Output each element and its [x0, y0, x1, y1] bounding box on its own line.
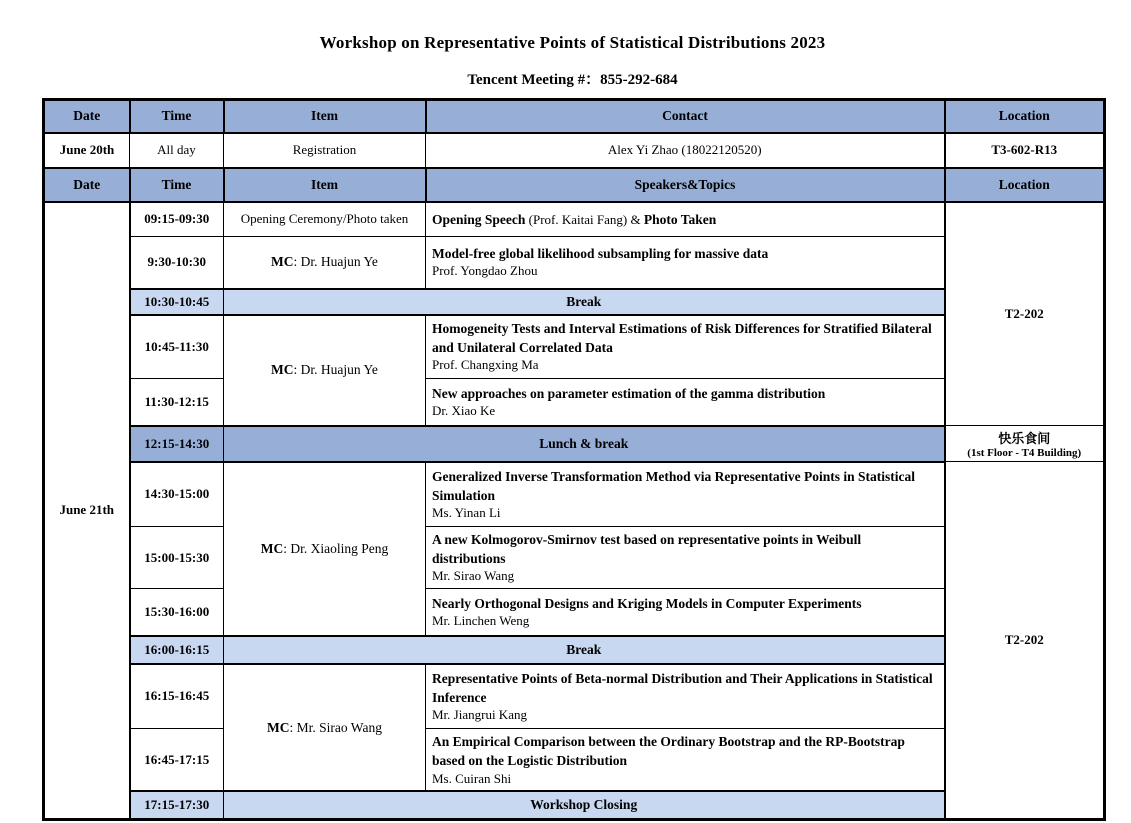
- afternoon-location: T2-202: [945, 462, 1105, 820]
- time-cell: 15:00-15:30: [130, 527, 224, 589]
- time-cell: 14:30-15:00: [130, 462, 224, 527]
- mc-cell: [224, 315, 426, 426]
- topic-cell: [426, 202, 945, 237]
- topic-title: Homogeneity Tests and Interval Estimations of Risk Differences for Stratified Bilateral and Unilateral Correlated Data: [432, 321, 932, 356]
- schedule-table: [42, 98, 1106, 821]
- time-cell: 10:45-11:30: [130, 315, 224, 379]
- time-cell: 16:00-16:15: [130, 636, 224, 664]
- topic-title: Nearly Orthogonal Designs and Kriging Models in Computer Experiments: [432, 595, 862, 611]
- header-time: Time: [130, 168, 224, 202]
- header-date: Date: [44, 100, 130, 133]
- registration-item: Registration: [224, 133, 426, 168]
- header-speakers-topics: Speakers&Topics: [426, 168, 945, 202]
- header-item: Item: [224, 168, 426, 202]
- page-title: Workshop on Representative Points of Statistical Distributions 2023: [319, 33, 826, 52]
- morning-location: T2-202: [945, 202, 1105, 426]
- break-cell: Break: [224, 289, 945, 315]
- topic-title: New approaches on parameter estimation of the gamma distribution: [432, 385, 826, 401]
- speaker-name: Ms. Yinan Li: [432, 504, 501, 520]
- topic-regular-text: (Prof. Kaitai Fang) &: [525, 211, 644, 227]
- time-cell: 17:15-17:30: [130, 791, 224, 819]
- time-cell: 16:45-17:15: [130, 729, 224, 792]
- lunch-location-floor: (1st Floor - T4 Building): [967, 447, 1082, 459]
- topic-cell: [426, 379, 945, 426]
- speaker-name: Mr. Sirao Wang: [432, 568, 515, 584]
- mc-name: : Mr. Sirao Wang: [289, 719, 382, 735]
- lunch-row: [44, 426, 1105, 462]
- topic-cell: [426, 527, 945, 589]
- speaker-name: Dr. Xiao Ke: [432, 402, 496, 418]
- break-cell: Break: [224, 636, 945, 664]
- speaker-name: Mr. Jiangrui Kang: [432, 707, 527, 723]
- mc-name: : Dr. Huajun Ye: [293, 362, 378, 377]
- topic-title: Opening Speech: [432, 211, 526, 227]
- topic-cell: [426, 664, 945, 729]
- time-cell: 12:15-14:30: [130, 426, 224, 462]
- item-cell: Opening Ceremony/Photo taken: [224, 202, 426, 237]
- closing-cell: Workshop Closing: [224, 791, 945, 819]
- mc-label: MC: [271, 362, 294, 377]
- speaker-name: Ms. Cuiran Shi: [432, 770, 512, 786]
- time-cell: 10:30-10:45: [130, 289, 224, 315]
- topic-title: A new Kolmogorov-Smirnov test based on representative points in Weibull distributions: [432, 532, 862, 567]
- topic-cell: [426, 462, 945, 527]
- topic-title: Generalized Inverse Transformation Method via Representative Points in Statistical Simulation: [432, 468, 915, 503]
- session-row-opening: [44, 202, 1105, 237]
- speaker-name: Prof. Yongdao Zhou: [432, 263, 538, 279]
- registration-row: [44, 133, 1105, 168]
- mc-name: : Dr. Huajun Ye: [293, 254, 378, 270]
- topic-cell: [426, 729, 945, 792]
- topic-title: Representative Points of Beta-normal Distribution and Their Applications in Statistical Inference: [432, 670, 933, 705]
- time-cell: 15:30-16:00: [130, 589, 224, 636]
- topic-title: Photo Taken: [643, 211, 717, 227]
- lunch-location: [945, 426, 1105, 462]
- time-cell: 9:30-10:30: [130, 237, 224, 289]
- mc-label: MC: [267, 719, 290, 735]
- header-time: Time: [130, 100, 224, 133]
- table-header-contact: [44, 100, 1105, 133]
- topic-title: An Empirical Comparison between the Ordinary Bootstrap and the RP-Bootstrap based on the Logistic Distribution: [432, 734, 905, 769]
- registration-time: All day: [130, 133, 224, 168]
- time-cell: 16:15-16:45: [130, 664, 224, 729]
- header-date: Date: [44, 168, 130, 202]
- time-cell: 09:15-09:30: [130, 202, 224, 237]
- tencent-meeting-line: Tencent Meeting #：855-292-684: [467, 72, 678, 88]
- registration-location: T3-602-R13: [945, 133, 1105, 168]
- session-row: [44, 462, 1105, 527]
- speaker-name: Prof. Changxing Ma: [432, 357, 539, 373]
- topic-cell: [426, 237, 945, 289]
- header-item: Item: [224, 100, 426, 133]
- lunch-cell: Lunch & break: [224, 426, 945, 462]
- mc-cell: [224, 462, 426, 636]
- table-header-speakers: [44, 168, 1105, 202]
- lunch-location-name: 快乐食间: [998, 431, 1051, 446]
- topic-cell: [426, 315, 945, 379]
- june21-date: June 21th: [44, 202, 130, 820]
- header-location: Location: [945, 100, 1105, 133]
- speaker-name: Mr. Linchen Weng: [432, 613, 530, 629]
- registration-contact: Alex Yi Zhao (18022120520): [426, 133, 945, 168]
- header-location: Location: [945, 168, 1105, 202]
- mc-cell: [224, 664, 426, 792]
- registration-date: June 20th: [44, 133, 130, 168]
- mc-label: MC: [271, 254, 294, 270]
- topic-cell: [426, 589, 945, 636]
- mc-label: MC: [260, 540, 284, 556]
- document-heading: [42, 33, 1103, 89]
- mc-cell: [224, 237, 426, 289]
- mc-name: : Dr. Xiaoling Peng: [283, 540, 389, 556]
- topic-title: Model-free global likelihood subsampling for massive data: [432, 246, 769, 262]
- time-cell: 11:30-12:15: [130, 379, 224, 426]
- header-contact: Contact: [426, 100, 945, 133]
